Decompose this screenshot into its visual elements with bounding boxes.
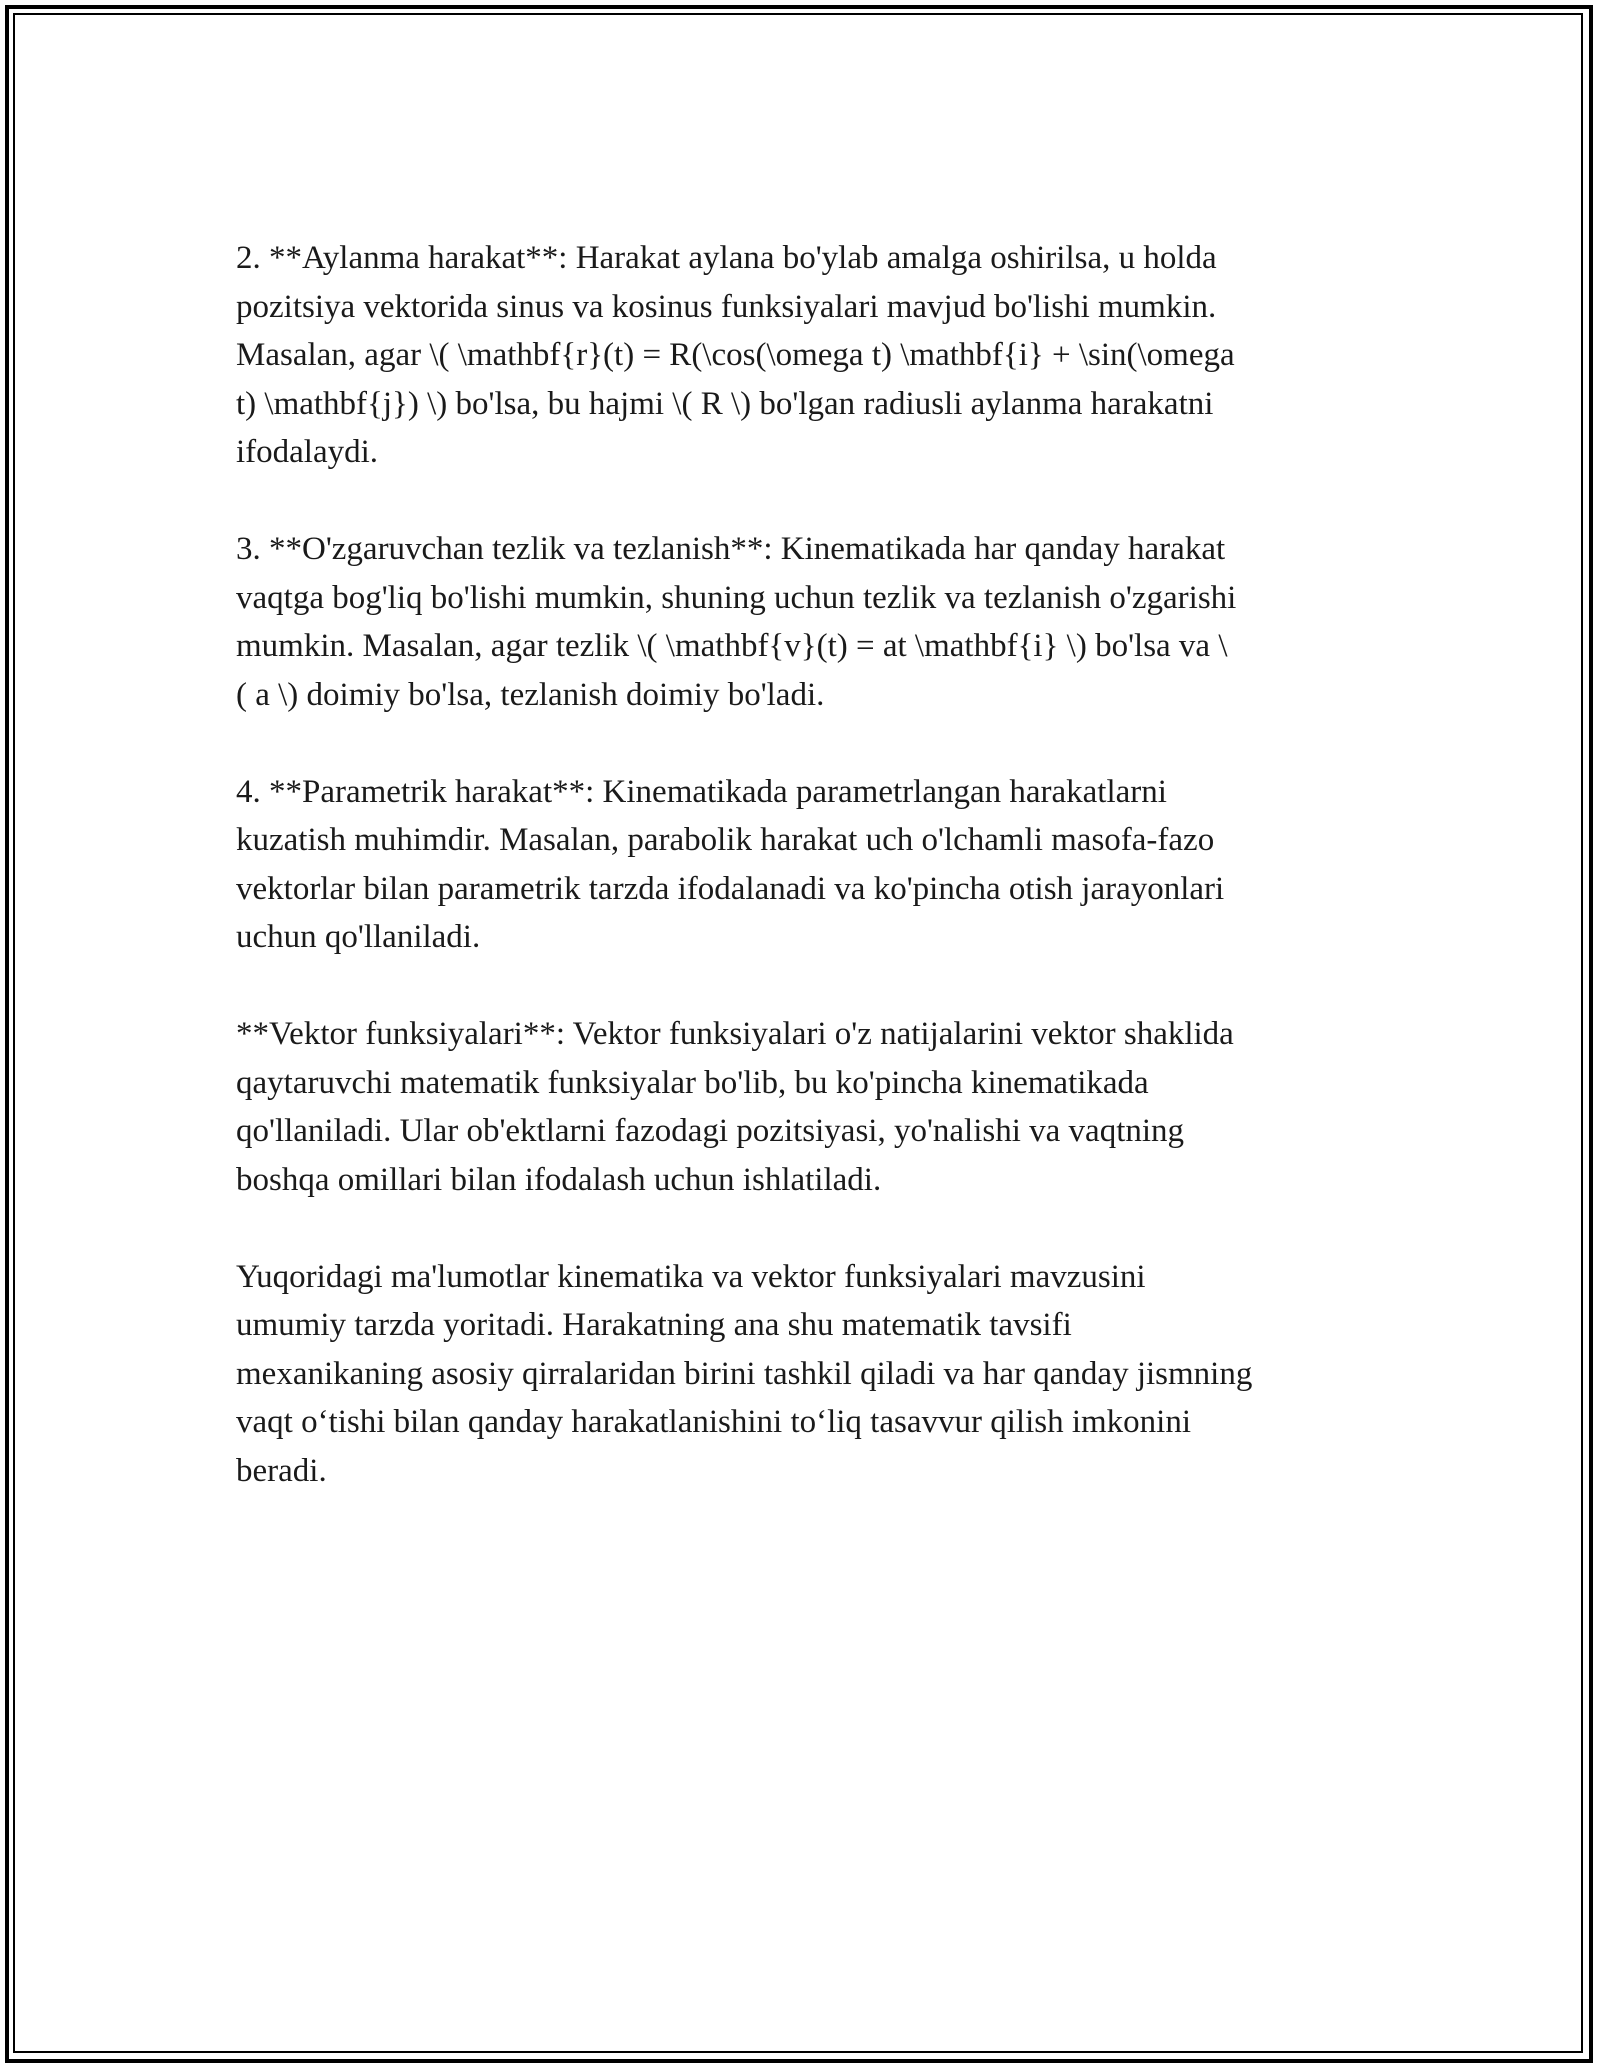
paragraph-circular-motion: 2. **Aylanma harakat**: Harakat aylana bo'ylab amalga oshirilsa, u holda pozitsiya vektorida sinus va kosinus funksiyalari mavjud bo'lishi mumkin. Masalan, agar \( \mathbf{r}(t) = R(\cos(\omega t) \mathbf{i} + \sin(\omega t) \mathbf{j}) \) bo'lsa, bu hajmi \( R \) bo'lgan radiusli aylanma harakatni ifodalaydi.: [236, 240, 1235, 470]
document-body: [236, 234, 1386, 1544]
paragraph-parametric-motion: 4. **Parametrik harakat**: Kinematikada parametrlangan harakatlarni kuzatish muhimdir. Masalan, parabolik harakat uch o'lchamli masofa-fazo vektorlar bilan parametrik tarzda ifodalanadi va ko'pincha otish jarayonlari uchun qo'llaniladi.: [236, 773, 1225, 955]
paragraph-vector-functions: **Vektor funksiyalari**: Vektor funksiyalari o'z natijalarini vektor shaklida qaytaruvchi matematik funksiyalar bo'lib, bu ko'pincha kinematikada qo'llaniladi. Ular ob'ektlarni fazodagi pozitsiyasi, yo'nalishi va vaqtning boshqa omillari bilan ifodalash uchun ishlatiladi.: [236, 1016, 1234, 1198]
paragraph-variable-velocity: 3. **O'zgaruvchan tezlik va tezlanish**: Kinematikada har qanday harakat vaqtga bog'liq bo'lishi mumkin, shuning uchun tezlik va tezlanish o'zgarishi mumkin. Masalan, agar tezlik \( \mathbf{v}(t) = at \mathbf{i} \) bo'lsa va \ ( a \) doimiy bo'lsa, tezlanish doimiy bo'ladi.: [236, 531, 1237, 713]
paragraph-conclusion: Yuqoridagi ma'lumotlar kinematika va vektor funksiyalari mavzusini umumiy tarzda yoritadi. Harakatning ana shu matematik tavsifi mexanikaning asosiy qirralaridan birini tashkil qiladi va har qanday jismning vaqt o‘tishi bilan qanday harakatlanishini to‘liq tasavvur qilish imkonini beradi.: [236, 1258, 1253, 1489]
